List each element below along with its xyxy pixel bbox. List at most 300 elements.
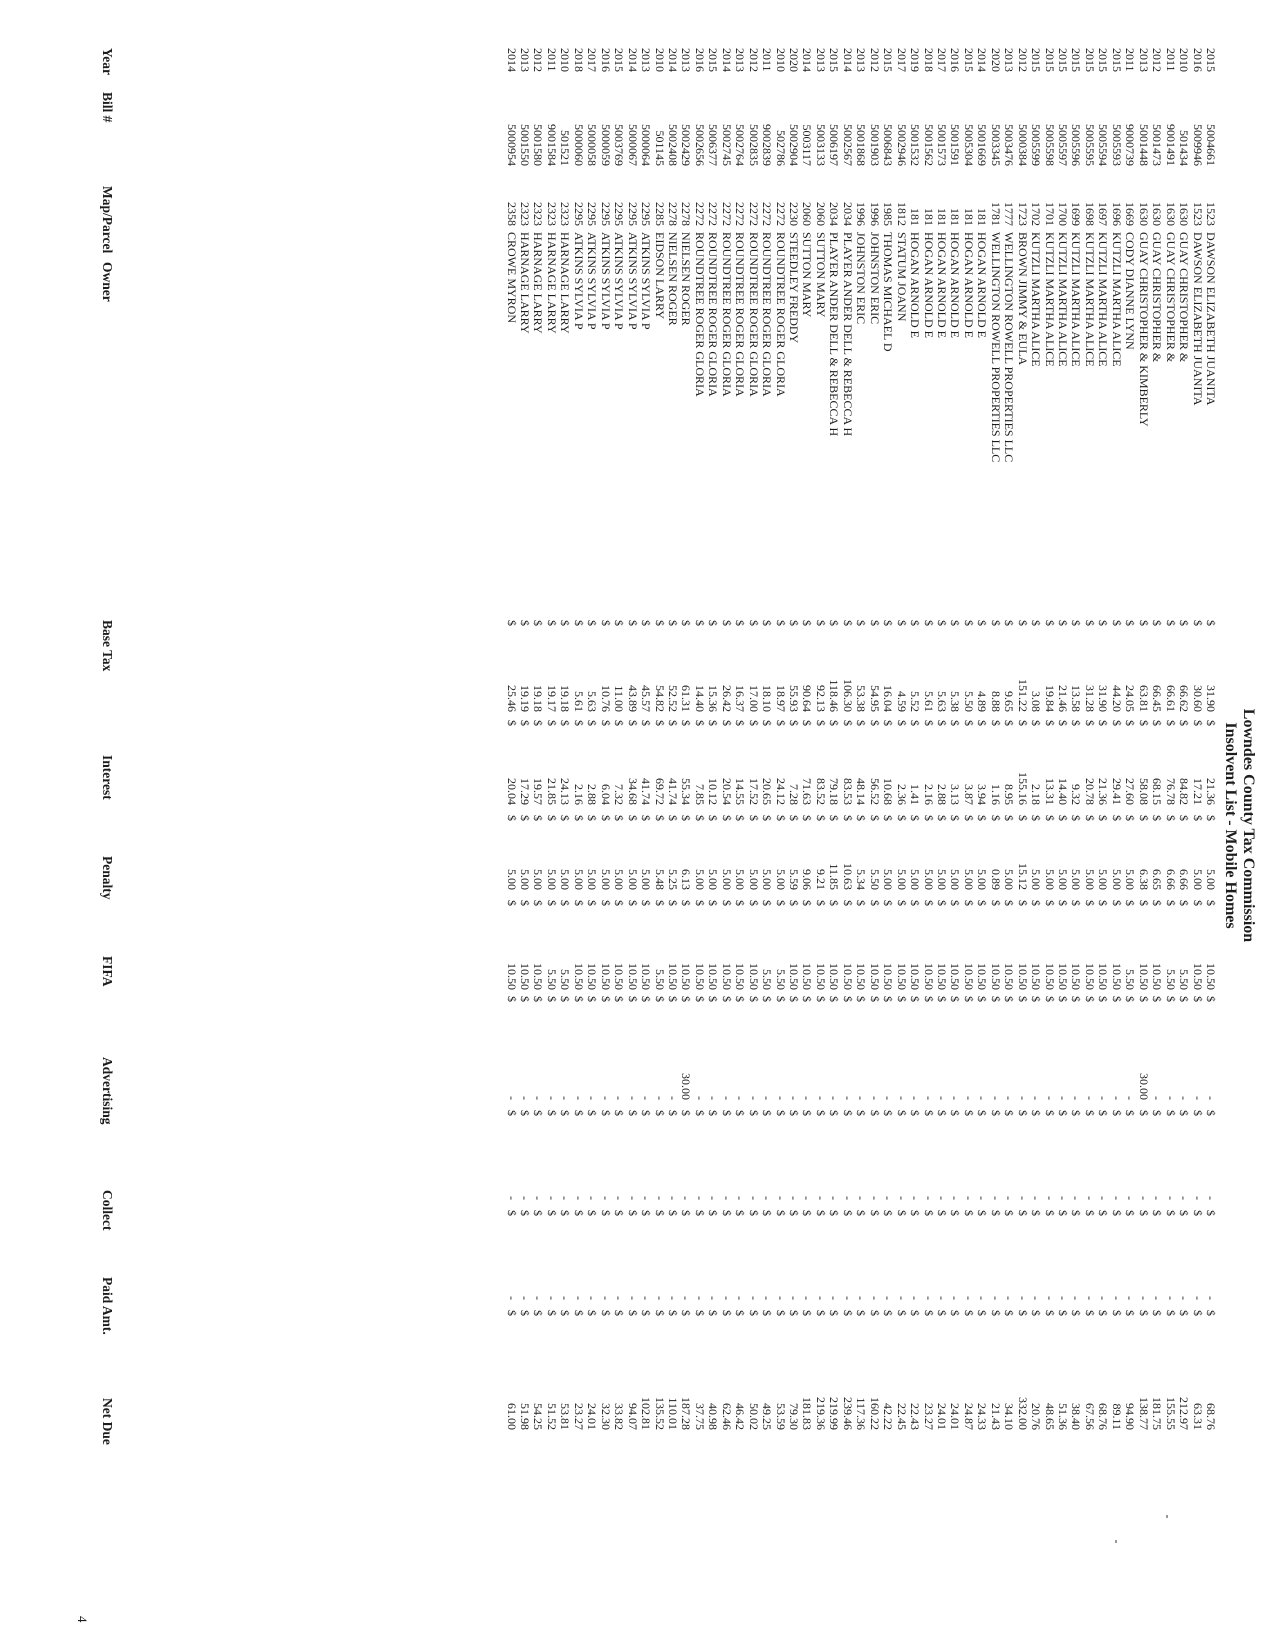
cell-base: 43.89 <box>625 685 640 712</box>
cell-collect: - <box>504 1196 519 1200</box>
table-row <box>1123 0 1137 1651</box>
cell-net: 53.59 <box>773 1403 788 1430</box>
cell-fifa: 10.50 <box>1150 963 1165 990</box>
dollar-sign: $ <box>908 1110 923 1116</box>
dollar-sign: $ <box>612 900 627 906</box>
cell-collect: - <box>961 1196 976 1200</box>
cell-collect: - <box>544 1196 559 1200</box>
header-paid-amt: Paid Amt. <box>100 1277 115 1335</box>
cell-year: 2013 <box>733 48 748 72</box>
cell-base: 44.20 <box>1109 685 1124 712</box>
cell-interest: 34.68 <box>625 778 640 805</box>
dollar-sign: $ <box>881 620 896 626</box>
dollar-sign: $ <box>827 900 842 906</box>
cell-collect: - <box>881 1196 896 1200</box>
cell-year: 2015 <box>1042 48 1057 72</box>
cell-paid: - <box>840 1296 855 1300</box>
dollar-sign: $ <box>1002 1210 1017 1216</box>
dollar-sign: $ <box>773 620 788 626</box>
cell-collect: - <box>935 1196 949 1200</box>
cell-bill: 5005597 <box>1056 124 1071 166</box>
cell-collect: - <box>1002 1196 1017 1200</box>
cell-collect: - <box>813 1196 828 1200</box>
cell-fifa: 10.50 <box>854 963 869 990</box>
cell-bill: 5001669 <box>975 124 990 166</box>
cell-collect: - <box>679 1196 694 1200</box>
cell-collect: - <box>719 1196 734 1200</box>
cell-collect: - <box>625 1196 640 1200</box>
dollar-sign: $ <box>921 620 936 626</box>
dollar-sign: $ <box>1123 1310 1138 1316</box>
cell-penalty: 5.00 <box>921 869 936 890</box>
cell-bill: 5002835 <box>746 124 761 166</box>
dollar-sign: $ <box>1042 1210 1057 1216</box>
cell-paid: - <box>719 1296 734 1300</box>
table-row <box>706 0 720 1651</box>
dollar-sign: $ <box>1150 815 1165 821</box>
cell-interest: 17.29 <box>518 778 533 805</box>
cell-penalty: 15.12 <box>1015 863 1030 890</box>
cell-fifa: 5.50 <box>1177 969 1192 990</box>
cell-collect: - <box>800 1196 815 1200</box>
cell-adv: - <box>706 1096 721 1100</box>
cell-year: 2014 <box>840 48 855 72</box>
cell-fifa: 5.50 <box>1163 969 1178 990</box>
cell-owner: KUTZLI MARTHA ALICE <box>1082 232 1097 367</box>
cell-interest: 3.87 <box>961 784 976 805</box>
cell-base: 5.63 <box>585 691 600 712</box>
cell-adv: - <box>531 1096 546 1100</box>
dollar-sign: $ <box>935 1310 949 1316</box>
dollar-sign: $ <box>518 1210 533 1216</box>
dollar-sign: $ <box>1177 1110 1192 1116</box>
dollar-sign: $ <box>827 815 842 821</box>
dollar-sign: $ <box>1177 996 1192 1002</box>
dollar-sign: $ <box>1056 1210 1071 1216</box>
table-row <box>908 0 922 1651</box>
cell-bill: 5001903 <box>867 124 882 166</box>
dollar-sign: $ <box>1069 900 1084 906</box>
table-row <box>948 0 962 1651</box>
cell-year: 2012 <box>1150 48 1165 72</box>
dollar-sign: $ <box>948 996 963 1002</box>
dollar-sign: $ <box>935 815 949 821</box>
cell-interest: 84.82 <box>1177 778 1192 805</box>
cell-fifa: 10.50 <box>571 963 586 990</box>
cell-penalty: 5.25 <box>666 869 680 890</box>
cell-adv: - <box>813 1096 828 1100</box>
cell-adv: - <box>827 1096 842 1100</box>
cell-interest: 2.88 <box>935 784 949 805</box>
cell-base: 18.10 <box>760 685 775 712</box>
dollar-sign: $ <box>639 815 654 821</box>
dollar-sign: $ <box>612 720 627 726</box>
cell-paid: - <box>948 1296 963 1300</box>
cell-paid: - <box>908 1296 923 1300</box>
cell-adv: - <box>1002 1096 1017 1100</box>
cell-adv: - <box>585 1096 600 1100</box>
cell-base: 63.81 <box>1136 685 1151 712</box>
cell-year: 2010 <box>773 48 788 72</box>
dollar-sign: $ <box>773 720 788 726</box>
cell-base: 17.00 <box>746 685 761 712</box>
cell-fifa: 10.50 <box>948 963 963 990</box>
cell-adv: - <box>666 1096 680 1100</box>
cell-penalty: 5.00 <box>733 869 748 890</box>
cell-map-parcel: 1523 <box>1204 202 1218 226</box>
dollar-sign: $ <box>800 996 815 1002</box>
cell-interest: 20.65 <box>760 778 775 805</box>
cell-net: 21.43 <box>988 1403 1003 1430</box>
cell-year: 2013 <box>854 48 869 72</box>
cell-net: 63.31 <box>1190 1403 1205 1430</box>
dollar-sign: $ <box>518 815 533 821</box>
dollar-sign: $ <box>733 1210 748 1216</box>
cell-penalty: 5.00 <box>773 869 788 890</box>
dollar-sign: $ <box>854 1210 869 1216</box>
cell-paid: - <box>854 1296 869 1300</box>
cell-year: 2016 <box>598 48 613 72</box>
cell-base: 66.61 <box>1163 685 1178 712</box>
dollar-sign: $ <box>719 1310 734 1316</box>
cell-adv: - <box>1029 1096 1044 1100</box>
cell-base: 15.36 <box>706 685 721 712</box>
cell-adv: - <box>652 1096 667 1100</box>
dollar-sign: $ <box>988 1210 1003 1216</box>
cell-map-parcel: 1630 <box>1177 202 1192 226</box>
table-row <box>988 0 1002 1651</box>
dollar-sign: $ <box>746 720 761 726</box>
dollar-sign: $ <box>504 900 519 906</box>
dollar-sign: $ <box>760 1310 775 1316</box>
dollar-sign: $ <box>1096 720 1111 726</box>
cell-penalty: 5.00 <box>706 869 721 890</box>
dollar-sign: $ <box>961 1210 976 1216</box>
dollar-sign: $ <box>692 1110 707 1116</box>
cell-net: 54.25 <box>531 1403 546 1430</box>
cell-net: 135.52 <box>652 1397 667 1430</box>
cell-bill: 5002946 <box>894 124 909 166</box>
dollar-sign: $ <box>558 1310 573 1316</box>
cell-net: 61.00 <box>504 1403 519 1430</box>
dollar-sign: $ <box>1069 996 1084 1002</box>
cell-collect: - <box>1042 1196 1057 1200</box>
table-row <box>800 0 814 1651</box>
dollar-sign: $ <box>894 900 909 906</box>
cell-fifa: 5.50 <box>652 969 667 990</box>
dollar-sign: $ <box>625 620 640 626</box>
cell-interest: 3.13 <box>948 784 963 805</box>
cell-bill: 5004661 <box>1204 124 1218 166</box>
cell-paid: - <box>1069 1296 1084 1300</box>
cell-owner: WELLINGTON ROWELL PROPERTIES LLC <box>1002 232 1017 463</box>
cell-bill: 9001491 <box>1163 124 1178 166</box>
cell-penalty: 5.00 <box>544 869 559 890</box>
cell-owner: CROWE MYRON <box>504 232 519 324</box>
dollar-sign: $ <box>598 620 613 626</box>
cell-collect: - <box>1082 1196 1097 1200</box>
header-collect: Collect <box>100 1190 115 1231</box>
cell-net: 22.45 <box>894 1403 909 1430</box>
cell-fifa: 10.50 <box>1069 963 1084 990</box>
cell-bill: 9002839 <box>760 124 775 166</box>
dollar-sign: $ <box>504 620 519 626</box>
cell-adv: 30.00 <box>679 1073 694 1100</box>
dollar-sign: $ <box>1163 1110 1178 1116</box>
cell-bill: 5005595 <box>1082 124 1097 166</box>
cell-paid: - <box>692 1296 707 1300</box>
cell-paid: - <box>1096 1296 1111 1300</box>
dollar-sign: $ <box>692 620 707 626</box>
cell-paid: - <box>1136 1296 1151 1300</box>
cell-owner: ATKINS SYLVIA P <box>639 232 654 330</box>
cell-interest: 7.28 <box>787 784 802 805</box>
cell-year: 2015 <box>1096 48 1111 72</box>
cell-map-parcel: 1523 <box>1190 202 1205 226</box>
cell-adv: - <box>867 1096 882 1100</box>
dollar-sign: $ <box>666 1210 680 1216</box>
cell-net: 34.10 <box>1002 1403 1017 1430</box>
cell-bill: 5001573 <box>935 124 949 166</box>
cell-bill: 5006377 <box>706 124 721 166</box>
cell-base: 53.38 <box>854 685 869 712</box>
cell-penalty: 5.00 <box>948 869 963 890</box>
cell-bill: 5001550 <box>518 124 533 166</box>
cell-interest: 13.31 <box>1042 778 1057 805</box>
dollar-sign: $ <box>854 620 869 626</box>
cell-paid: - <box>1082 1296 1097 1300</box>
cell-bill: 5009946 <box>1190 124 1205 166</box>
cell-owner: HARNAGE LARRY <box>518 232 533 334</box>
dollar-sign: $ <box>894 720 909 726</box>
dollar-sign: $ <box>908 815 923 821</box>
dollar-sign: $ <box>961 900 976 906</box>
dollar-sign: $ <box>1082 815 1097 821</box>
dollar-sign: $ <box>813 1310 828 1316</box>
cell-collect: - <box>854 1196 869 1200</box>
dollar-sign: $ <box>975 1110 990 1116</box>
cell-adv: - <box>1096 1096 1111 1100</box>
cell-owner: THOMAS MICHAEL D <box>881 232 896 352</box>
cell-interest: 56.52 <box>867 778 882 805</box>
dollar-sign: $ <box>1204 720 1218 726</box>
dollar-sign: $ <box>625 996 640 1002</box>
cell-paid: - <box>639 1296 654 1300</box>
cell-fifa: 10.50 <box>504 963 519 990</box>
cell-collect: - <box>1177 1196 1192 1200</box>
cell-collect: - <box>652 1196 667 1200</box>
dollar-sign: $ <box>652 1110 667 1116</box>
dollar-sign: $ <box>639 1210 654 1216</box>
dollar-sign: $ <box>773 1210 788 1216</box>
dollar-sign: $ <box>1204 620 1218 626</box>
cell-year: 2015 <box>1082 48 1097 72</box>
cell-year: 2011 <box>544 48 559 72</box>
cell-map-parcel: 2323 <box>544 202 559 226</box>
cell-paid: - <box>1109 1296 1124 1300</box>
dollar-sign: $ <box>706 1210 721 1216</box>
cell-collect: - <box>787 1196 802 1200</box>
cell-net: 53.81 <box>558 1403 573 1430</box>
cell-bill: 5001580 <box>531 124 546 166</box>
dollar-sign: $ <box>908 1310 923 1316</box>
dollar-sign: $ <box>988 720 1003 726</box>
dollar-sign: $ <box>921 996 936 1002</box>
dollar-sign: $ <box>666 815 680 821</box>
dollar-sign: $ <box>1042 1310 1057 1316</box>
dollar-sign: $ <box>1136 996 1151 1002</box>
dollar-sign: $ <box>719 720 734 726</box>
cell-bill: 5002904 <box>787 124 802 166</box>
cell-base: 151.22 <box>1015 679 1030 712</box>
cell-map-parcel: 1669 <box>1123 202 1138 226</box>
dollar-sign: $ <box>787 1110 802 1116</box>
cell-year: 2014 <box>625 48 640 72</box>
dollar-sign: $ <box>1069 720 1084 726</box>
cell-fifa: 10.50 <box>1042 963 1057 990</box>
cell-map-parcel: 181 <box>948 208 963 226</box>
dollar-sign: $ <box>544 900 559 906</box>
dollar-sign: $ <box>921 815 936 821</box>
cell-map-parcel: 2358 <box>504 202 519 226</box>
dollar-sign: $ <box>585 815 600 821</box>
dollar-sign: $ <box>975 1310 990 1316</box>
cell-net: 219.36 <box>813 1397 828 1430</box>
cell-owner: CODY DIANNE LYNN <box>1123 232 1138 350</box>
cell-paid: - <box>706 1296 721 1300</box>
cell-interest: 20.04 <box>504 778 519 805</box>
dollar-sign: $ <box>518 996 533 1002</box>
dollar-sign: $ <box>1096 815 1111 821</box>
cell-year: 2011 <box>760 48 775 72</box>
dollar-sign: $ <box>1123 900 1138 906</box>
dollar-sign: $ <box>1042 900 1057 906</box>
dollar-sign: $ <box>612 996 627 1002</box>
dollar-sign: $ <box>1056 720 1071 726</box>
cell-fifa: 10.50 <box>908 963 923 990</box>
cell-base: 8.88 <box>988 691 1003 712</box>
dollar-sign: $ <box>692 1210 707 1216</box>
dollar-sign: $ <box>504 815 519 821</box>
dollar-sign: $ <box>921 1310 936 1316</box>
dollar-sign: $ <box>1002 1110 1017 1116</box>
table-row <box>612 0 626 1651</box>
dollar-sign: $ <box>706 900 721 906</box>
cell-paid: - <box>773 1296 788 1300</box>
cell-map-parcel: 1812 <box>894 202 909 226</box>
dollar-sign: $ <box>787 1210 802 1216</box>
dollar-sign: $ <box>679 1210 694 1216</box>
dollar-sign: $ <box>733 1110 748 1116</box>
cell-year: 2017 <box>894 48 909 72</box>
cell-penalty: 10.63 <box>840 863 855 890</box>
cell-base: 16.04 <box>881 685 896 712</box>
cell-year: 2015 <box>612 48 627 72</box>
cell-map-parcel: 181 <box>921 208 936 226</box>
cell-collect: - <box>948 1196 963 1200</box>
dollar-sign: $ <box>908 620 923 626</box>
cell-year: 2015 <box>881 48 896 72</box>
cell-paid: - <box>787 1296 802 1300</box>
dollar-sign: $ <box>746 996 761 1002</box>
cell-adv: 30.00 <box>1136 1073 1151 1100</box>
cell-penalty: 6.38 <box>1136 869 1151 890</box>
dollar-sign: $ <box>706 620 721 626</box>
cell-bill: 5003345 <box>988 124 1003 166</box>
cell-net: 68.76 <box>1204 1403 1218 1430</box>
dollar-sign: $ <box>894 1210 909 1216</box>
dollar-sign: $ <box>666 996 680 1002</box>
dollar-sign: $ <box>652 900 667 906</box>
dollar-sign: $ <box>504 1310 519 1316</box>
cell-net: 37.75 <box>692 1403 707 1430</box>
dollar-sign: $ <box>800 1110 815 1116</box>
cell-map-parcel: 1985 <box>881 202 896 226</box>
cell-penalty: 5.00 <box>518 869 533 890</box>
cell-penalty: 5.00 <box>881 869 896 890</box>
cell-owner: HOGAN ARNOLD E <box>908 232 923 338</box>
dollar-sign: $ <box>1096 620 1111 626</box>
dollar-sign: $ <box>1069 1210 1084 1216</box>
dollar-sign: $ <box>1136 815 1151 821</box>
cell-paid: - <box>612 1296 627 1300</box>
cell-penalty: 5.00 <box>1190 869 1205 890</box>
cell-owner: GUAY CHRISTOPHER & <box>1150 232 1165 363</box>
dollar-sign: $ <box>544 996 559 1002</box>
cell-net: 181.83 <box>800 1397 815 1430</box>
dollar-sign: $ <box>961 1110 976 1116</box>
cell-net: 38.40 <box>1069 1403 1084 1430</box>
dollar-sign: $ <box>1190 1210 1205 1216</box>
cell-map-parcel: 1700 <box>1056 202 1071 226</box>
dollar-sign: $ <box>571 720 586 726</box>
cell-fifa: 10.50 <box>692 963 707 990</box>
dollar-sign: $ <box>1109 620 1124 626</box>
cell-interest: 27.60 <box>1123 778 1138 805</box>
cell-fifa: 10.50 <box>531 963 546 990</box>
dollar-sign: $ <box>1082 720 1097 726</box>
table-row <box>571 0 585 1651</box>
cell-net: 24.33 <box>975 1403 990 1430</box>
dollar-sign: $ <box>639 996 654 1002</box>
dollar-sign: $ <box>948 1310 963 1316</box>
cell-year: 2013 <box>518 48 533 72</box>
cell-adv: - <box>598 1096 613 1100</box>
cell-fifa: 10.50 <box>935 963 949 990</box>
cell-penalty: 5.34 <box>854 869 869 890</box>
header-owner: Owner <box>100 262 115 302</box>
dollar-sign: $ <box>625 1110 640 1116</box>
dollar-sign: $ <box>773 1110 788 1116</box>
cell-fifa: 10.50 <box>1096 963 1111 990</box>
dollar-sign: $ <box>813 900 828 906</box>
table-row <box>1069 0 1083 1651</box>
cell-adv: - <box>639 1096 654 1100</box>
cell-year: 2019 <box>908 48 923 72</box>
cell-adv: - <box>935 1096 949 1100</box>
dollar-sign: $ <box>692 815 707 821</box>
cell-adv: - <box>800 1096 815 1100</box>
dollar-sign: $ <box>813 1110 828 1116</box>
dollar-sign: $ <box>666 1110 680 1116</box>
cell-base: 4.59 <box>894 691 909 712</box>
cell-base: 55.93 <box>787 685 802 712</box>
header-net-due: Net Due <box>100 1398 115 1445</box>
dollar-sign: $ <box>1177 720 1192 726</box>
cell-bill: 5003117 <box>800 124 815 166</box>
dollar-sign: $ <box>571 1210 586 1216</box>
dollar-sign: $ <box>1123 620 1138 626</box>
